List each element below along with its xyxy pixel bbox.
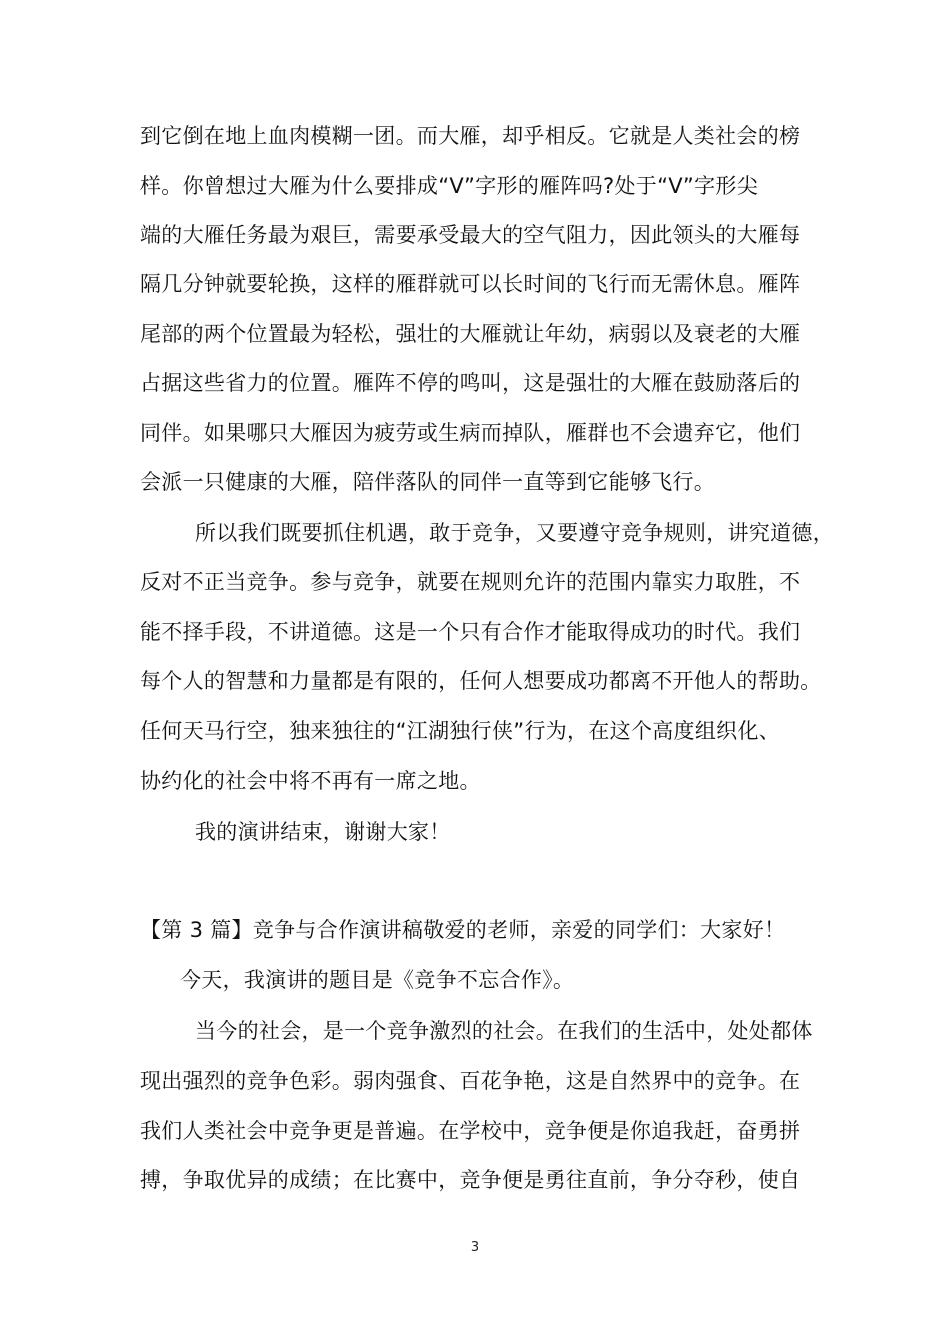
text-line: 当今的社会，是一个竞争激烈的社会。在我们的生活中，处处都体 [195, 1019, 813, 1043]
text-line: 现出强烈的竞争色彩。弱肉强食、百花争艳，这是自然界中的竞争。在 [140, 1069, 801, 1093]
text-line: 同伴。如果哪只大雁因为疲劳或生病而掉队，雁群也不会遗弃它，他们 [140, 421, 801, 445]
text-line: 占据这些省力的位置。雁阵不停的鸣叫，这是强壮的大雁在鼓励落后的 [140, 371, 801, 395]
text-line: 反对不正当竞争。参与竞争，就要在规则允许的范围内靠实力取胜，不 [140, 570, 801, 594]
page-number: 3 [470, 1240, 480, 1255]
section-heading: 【第 3 篇】竞争与合作演讲稿敬爱的老师，亲爱的同学们：大家好！ [140, 918, 786, 942]
text-line: 我们人类社会中竞争更是普遍。在学校中，竞争便是你追我赶，奋勇拼 [140, 1119, 801, 1143]
text-line: 搏，争取优异的成绩；在比赛中，竞争便是勇往直前，争分夺秒，使自 [140, 1168, 801, 1192]
text-line: 端的大雁任务最为艰巨，需要承受最大的空气阻力，因此领头的大雁每 [140, 223, 801, 247]
text-line: 尾部的两个位置最为轻松，强壮的大雁就让年幼，病弱以及衰老的大雁 [140, 322, 801, 346]
text-line: 隔几分钟就要轮换，这样的雁群就可以长时间的飞行而无需休息。雁阵 [140, 272, 801, 296]
text-line: 所以我们既要抓住机遇，敢于竞争，又要遵守竞争规则，讲究道德， [195, 521, 834, 545]
intro-line: 今天，我演讲的题目是《竞争不忘合作》。 [180, 968, 575, 992]
text-line: 协约化的社会中将不再有一席之地。 [140, 769, 481, 793]
text-line: 能不择手段，不讲道德。这是一个只有合作才能取得成功的时代。我们 [140, 620, 801, 644]
text-line: 样。你曾想过大雁为什么要排成“V”字形的雁阵吗?处于“V”字形尖 [140, 174, 758, 198]
text-line: 每个人的智慧和力量都是有限的，任何人想要成功都离不开他人的帮助。 [140, 669, 822, 693]
text-line: 到它倒在地上血肉模糊一团。而大雁，却乎相反。它就是人类社会的榜 [140, 124, 801, 148]
closing-line: 我的演讲结束，谢谢大家！ [195, 820, 451, 844]
text-line: 任何天马行空，独来独往的“江湖独行侠”行为，在这个高度组织化、 [140, 719, 781, 743]
text-line: 会派一只健康的大雁，陪伴落队的同伴一直等到它能够飞行。 [140, 470, 716, 494]
